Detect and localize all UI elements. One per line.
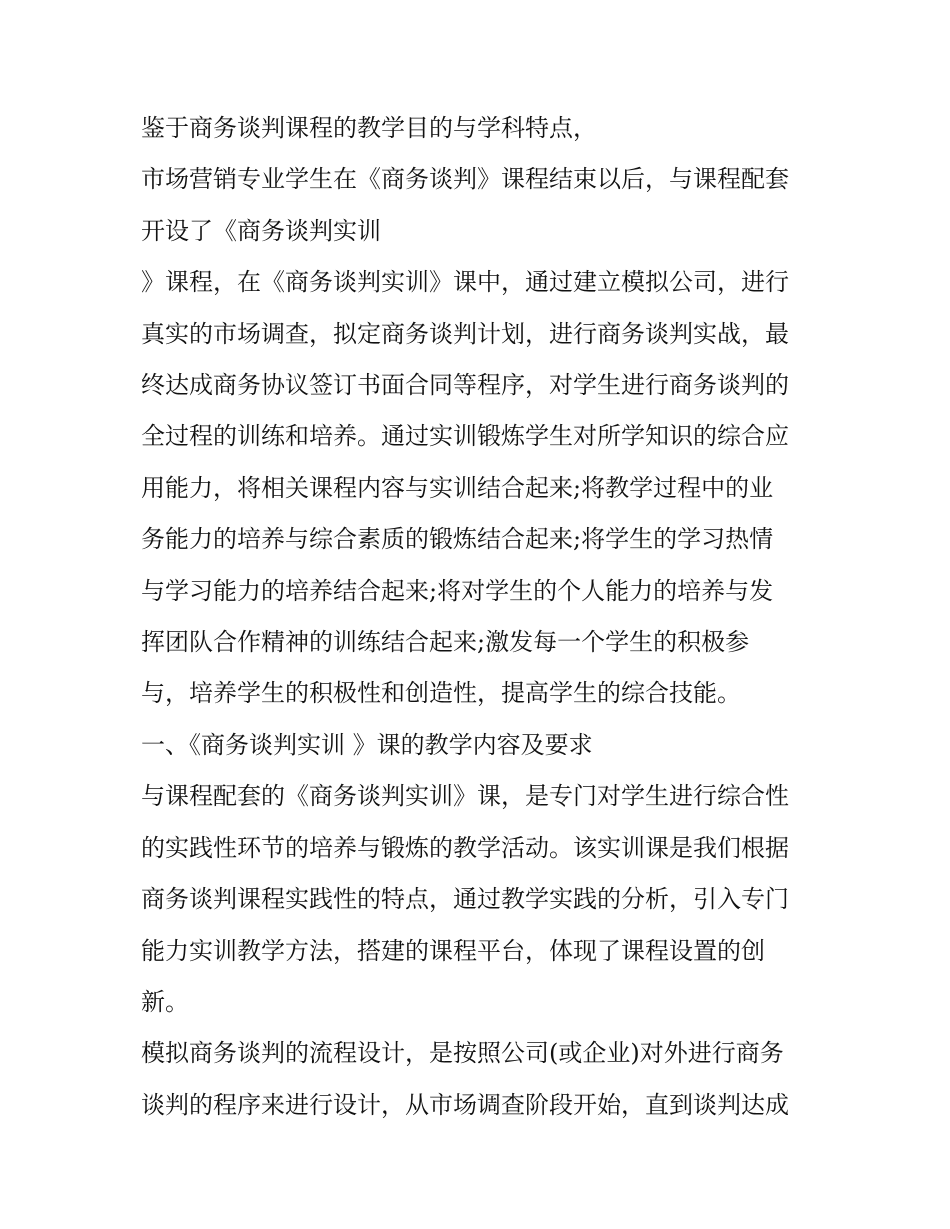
text-line: 市场营销专业学生在《商务谈判》课程结束以后，与课程配套 [141,165,789,194]
document-body [141,103,841,1131]
text-line: 新。 [141,987,189,1016]
text-line: 与课程配套的《商务谈判实训》课，是专门对学生进行综合性 [141,782,789,811]
text-line: 全过程的训练和培养。通过实训锻炼学生对所学知识的综合应 [141,422,789,451]
text-line: 谈判的程序来进行设计，从市场调查阶段开始，直到谈判达成 [141,1090,789,1119]
text-line: 与，培养学生的积极性和创造性，提高学生的综合技能。 [141,679,741,708]
text-line: 》课程，在《商务谈判实训》课中，通过建立模拟公司，进行 [141,268,789,297]
section-heading: 一、《商务谈判实训 》课的教学内容及要求 [141,730,593,759]
text-line: 商务谈判课程实践性的特点，通过教学实践的分析，引入专门 [141,885,789,914]
text-line: 真实的市场调查，拟定商务谈判计划，进行商务谈判实战，最 [141,319,789,348]
text-line: 的实践性环节的培养与锻炼的教学活动。该实训课是我们根据 [141,833,789,862]
text-line: 鉴于商务谈判课程的教学目的与学科特点， [141,114,597,142]
text-line: 务能力的培养与综合素质的锻炼结合起来;将学生的学习热情 [141,525,774,554]
text-line: 模拟商务谈判的流程设计，是按照公司(或企业)对外进行商务 [141,1039,784,1068]
text-line: 与学习能力的培养结合起来;将对学生的个人能力的培养与发 [141,576,774,605]
text-line: 能力实训教学方法，搭建的课程平台，体现了课程设置的创 [141,936,765,965]
text-line: 用能力，将相关课程内容与实训结合起来;将教学过程中的业 [141,473,774,502]
text-line: 开设了《商务谈判实训 [141,216,381,245]
text-line: 终达成商务协议签订书面合同等程序，对学生进行商务谈判的 [141,371,789,400]
text-line: 挥团队合作精神的训练结合起来;激发每一个学生的积极参 [141,628,750,657]
